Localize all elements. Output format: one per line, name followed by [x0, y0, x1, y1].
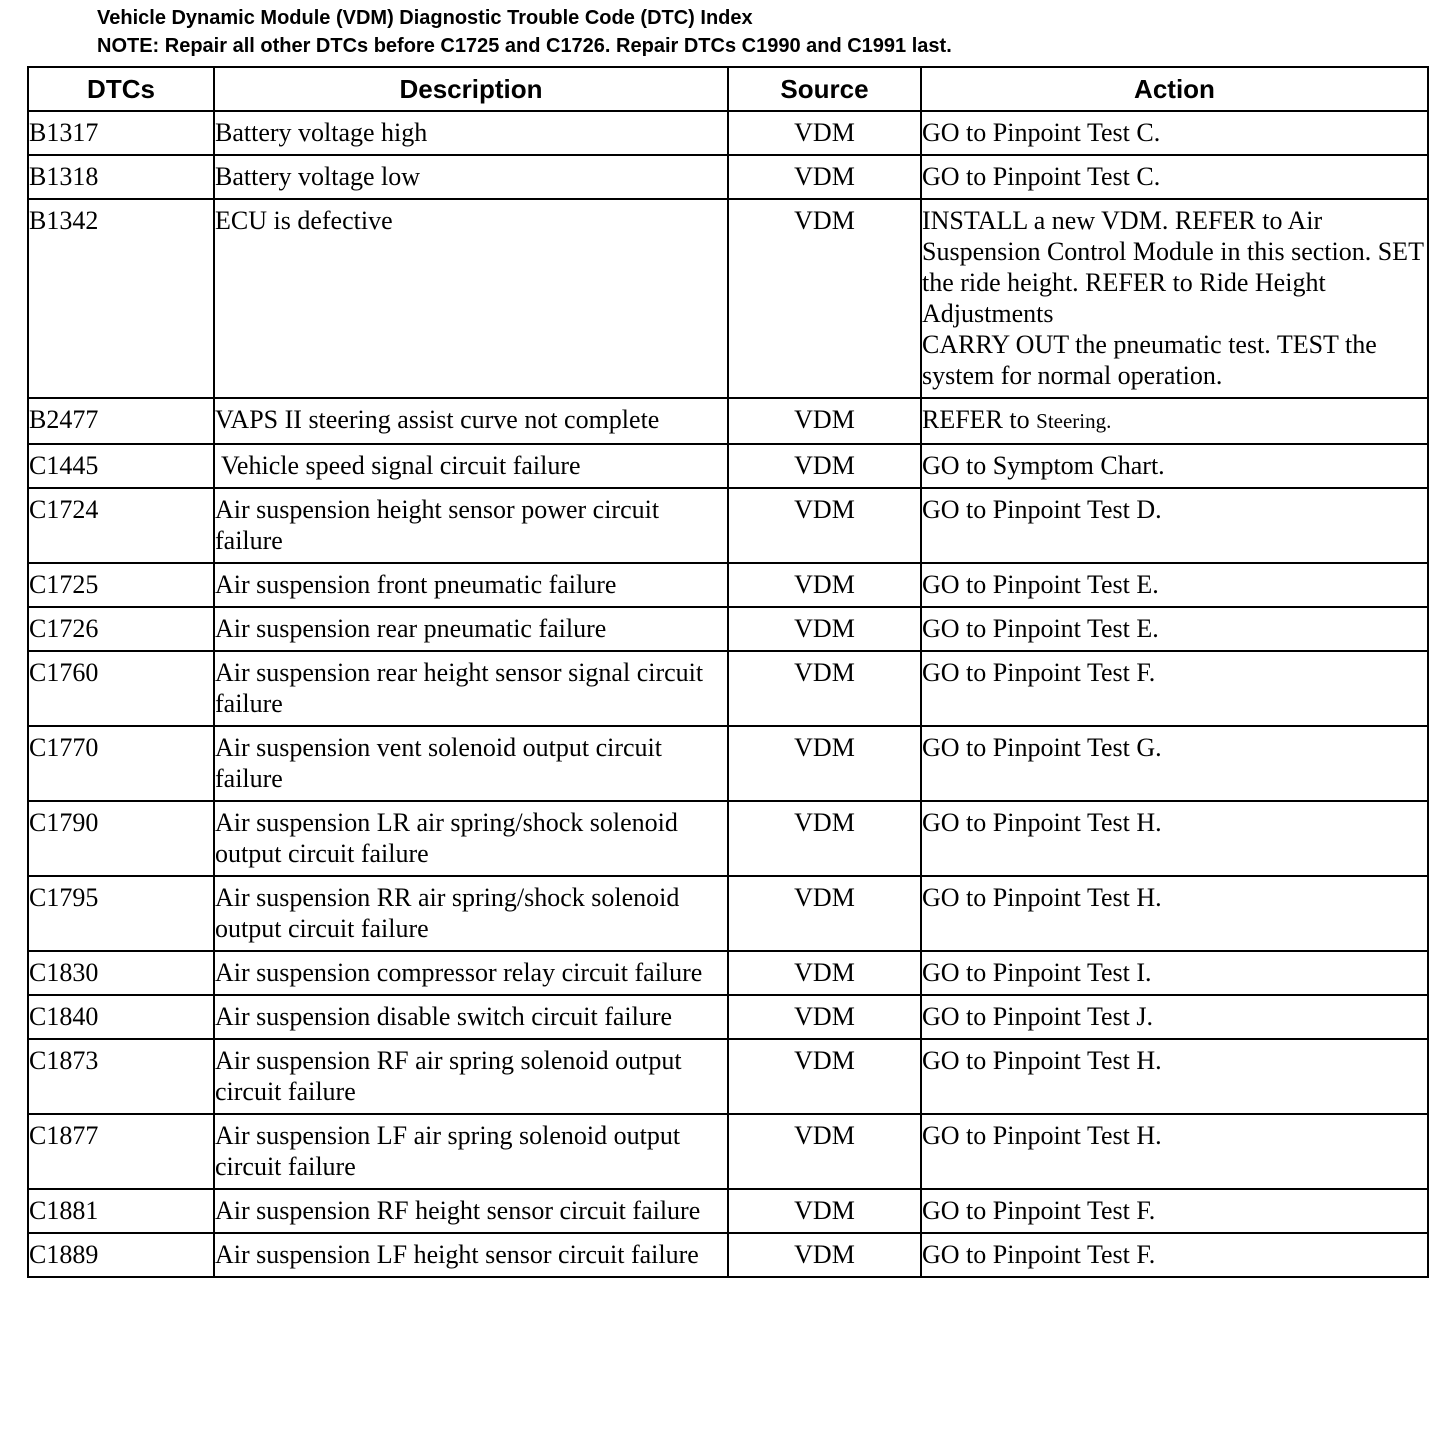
action-cell: INSTALL a new VDM. REFER to Air Suspension Control Module in this section. SET the ride height. REFER to Ride Height Adjustments CARRY OUT the pneumatic test. TEST the system for normal operation. [921, 199, 1428, 398]
dtc-code-cell: C1445 [28, 444, 214, 488]
column-header-source: Source [728, 67, 921, 111]
description-cell: Air suspension RR air spring/shock solenoid output circuit failure [214, 876, 728, 951]
source-cell: VDM [728, 607, 921, 651]
description-cell: Battery voltage high [214, 111, 728, 155]
description-cell: Air suspension vent solenoid output circuit failure [214, 726, 728, 801]
source-cell: VDM [728, 951, 921, 995]
dtc-code-cell: C1770 [28, 726, 214, 801]
dtc-code-cell: C1881 [28, 1189, 214, 1233]
action-text: REFER to [922, 405, 1030, 434]
description-cell: Air suspension height sensor power circuit failure [214, 488, 728, 563]
table-row [28, 444, 1428, 488]
table-row [28, 726, 1428, 801]
source-cell: VDM [728, 726, 921, 801]
table-row [28, 1189, 1428, 1233]
table-row [28, 801, 1428, 876]
action-cell: GO to Pinpoint Test F. [921, 651, 1428, 726]
description-cell: Air suspension LF air spring solenoid output circuit failure [214, 1114, 728, 1189]
table-row [28, 111, 1428, 155]
description-cell: Air suspension rear pneumatic failure [214, 607, 728, 651]
dtc-index-table [27, 66, 1429, 1278]
action-cell: GO to Pinpoint Test J. [921, 995, 1428, 1039]
dtc-code-cell: C1760 [28, 651, 214, 726]
source-cell: VDM [728, 1114, 921, 1189]
description-cell: Battery voltage low [214, 155, 728, 199]
table-row [28, 1039, 1428, 1114]
description-cell: Air suspension RF height sensor circuit failure [214, 1189, 728, 1233]
description-cell: Air suspension rear height sensor signal circuit failure [214, 651, 728, 726]
dtc-code-cell: B1317 [28, 111, 214, 155]
action-cell: GO to Pinpoint Test H. [921, 1039, 1428, 1114]
description-cell: Air suspension LR air spring/shock solenoid output circuit failure [214, 801, 728, 876]
action-cell: GO to Pinpoint Test F. [921, 1233, 1428, 1277]
table-row [28, 1233, 1428, 1277]
action-cell: GO to Pinpoint Test H. [921, 876, 1428, 951]
dtc-code-cell: C1795 [28, 876, 214, 951]
source-cell: VDM [728, 398, 921, 444]
dtc-code-cell: C1790 [28, 801, 214, 876]
page-title: Vehicle Dynamic Module (VDM) Diagnostic Trouble Code (DTC) Index [97, 7, 753, 29]
dtc-code-cell: C1830 [28, 951, 214, 995]
description-cell: Vehicle speed signal circuit failure [214, 444, 728, 488]
action-cell: GO to Pinpoint Test F. [921, 1189, 1428, 1233]
source-cell: VDM [728, 111, 921, 155]
table-row [28, 1114, 1428, 1189]
dtc-code-cell: C1877 [28, 1114, 214, 1189]
table-row [28, 651, 1428, 726]
description-cell: ECU is defective [214, 199, 728, 398]
dtc-code-cell: B2477 [28, 398, 214, 444]
action-cell: GO to Pinpoint Test D. [921, 488, 1428, 563]
table-row [28, 876, 1428, 951]
dtc-code-cell: C1724 [28, 488, 214, 563]
dtc-code-cell: C1889 [28, 1233, 214, 1277]
source-cell: VDM [728, 801, 921, 876]
dtc-code-cell: B1318 [28, 155, 214, 199]
dtc-code-cell: C1726 [28, 607, 214, 651]
action-cell [921, 398, 1428, 444]
description-cell: Air suspension RF air spring solenoid output circuit failure [214, 1039, 728, 1114]
description-cell: VAPS II steering assist curve not complete [214, 398, 728, 444]
action-cell: GO to Pinpoint Test E. [921, 563, 1428, 607]
description-cell: Air suspension LF height sensor circuit failure [214, 1233, 728, 1277]
steering-reference-link[interactable]: Steering. [1036, 409, 1112, 433]
description-cell: Air suspension compressor relay circuit failure [214, 951, 728, 995]
action-cell: GO to Pinpoint Test H. [921, 1114, 1428, 1189]
table-row [28, 951, 1428, 995]
table-row [28, 199, 1428, 398]
source-cell: VDM [728, 563, 921, 607]
source-cell: VDM [728, 1039, 921, 1114]
action-cell: GO to Pinpoint Test C. [921, 155, 1428, 199]
table-header-row [28, 67, 1428, 111]
column-header-action: Action [921, 67, 1428, 111]
description-cell: Air suspension front pneumatic failure [214, 563, 728, 607]
source-cell: VDM [728, 651, 921, 726]
source-cell: VDM [728, 199, 921, 398]
table-row [28, 607, 1428, 651]
column-header-dtcs: DTCs [28, 67, 214, 111]
dtc-code-cell: C1725 [28, 563, 214, 607]
action-cell: GO to Pinpoint Test C. [921, 111, 1428, 155]
description-cell: Air suspension disable switch circuit failure [214, 995, 728, 1039]
source-cell: VDM [728, 488, 921, 563]
table-row [28, 488, 1428, 563]
source-cell: VDM [728, 155, 921, 199]
source-cell: VDM [728, 1233, 921, 1277]
action-cell: GO to Pinpoint Test E. [921, 607, 1428, 651]
table-row [28, 995, 1428, 1039]
action-cell: GO to Pinpoint Test I. [921, 951, 1428, 995]
dtc-code-cell: C1873 [28, 1039, 214, 1114]
source-cell: VDM [728, 1189, 921, 1233]
source-cell: VDM [728, 995, 921, 1039]
table-row [28, 155, 1428, 199]
source-cell: VDM [728, 876, 921, 951]
column-header-description: Description [214, 67, 728, 111]
action-cell: GO to Pinpoint Test H. [921, 801, 1428, 876]
source-cell: VDM [728, 444, 921, 488]
dtc-code-cell: C1840 [28, 995, 214, 1039]
dtc-code-cell: B1342 [28, 199, 214, 398]
action-cell: GO to Pinpoint Test G. [921, 726, 1428, 801]
table-row [28, 563, 1428, 607]
table-row [28, 398, 1428, 444]
repair-order-note: NOTE: Repair all other DTCs before C1725 and C1726. Repair DTCs C1990 and C1991 last. [97, 35, 952, 57]
action-cell: GO to Symptom Chart. [921, 444, 1428, 488]
